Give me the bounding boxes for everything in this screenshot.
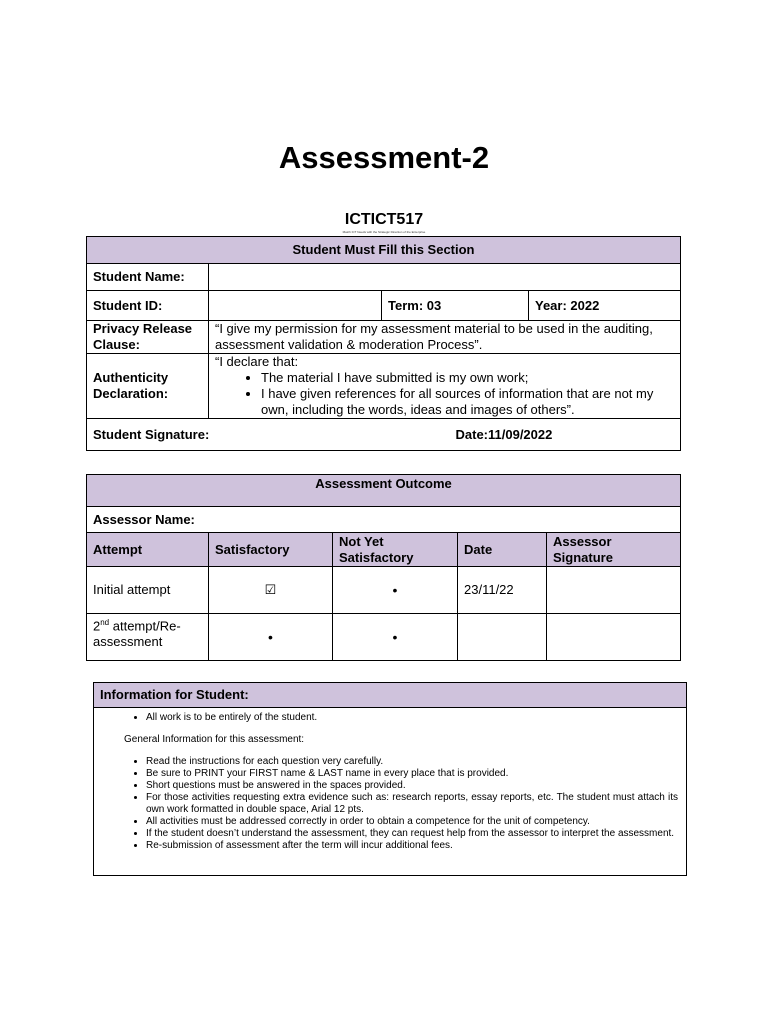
col-not-yet-satisfactory: Not Yet Satisfactory bbox=[333, 533, 458, 567]
student-id-field[interactable] bbox=[209, 291, 382, 321]
unit-code: ICTICT517 bbox=[344, 211, 424, 228]
assessor-signature-cell[interactable] bbox=[547, 614, 681, 661]
privacy-label: Privacy Release Clause: bbox=[87, 321, 209, 354]
assessor-name-label: Assessor Name: bbox=[93, 511, 195, 527]
table-row bbox=[87, 567, 681, 614]
general-info-label: General Information for this assessment: bbox=[124, 734, 305, 745]
signature-row[interactable] bbox=[87, 419, 681, 451]
col-satisfactory: Satisfactory bbox=[209, 533, 333, 567]
assessor-signature-cell[interactable] bbox=[547, 567, 681, 614]
info-header: Information for Student: bbox=[94, 683, 687, 708]
info-item: • All activities must be addressed correctly in order to obtain a competence for the unit of competency. bbox=[146, 816, 678, 828]
signature-label: Student Signature: bbox=[93, 426, 210, 442]
satisfactory-checkbox[interactable]: ☑ bbox=[209, 567, 333, 614]
col-attempt: Attempt bbox=[87, 533, 209, 567]
info-body bbox=[94, 708, 687, 876]
attempt-cell: 2nd attempt/Re-assessment bbox=[87, 614, 209, 661]
not-yet-bullet[interactable]: • bbox=[333, 614, 458, 661]
assessor-name-row[interactable] bbox=[87, 507, 681, 533]
table-row bbox=[87, 614, 681, 661]
attempt-cell: Initial attempt bbox=[87, 567, 209, 614]
term-label: Term: 03 bbox=[382, 291, 529, 321]
submission-date: Date:11/09/2022 bbox=[455, 426, 553, 442]
info-item: • Read the instructions for each question very carefully. bbox=[146, 756, 678, 768]
info-item: • Short questions must be answered in the spaces provided. bbox=[146, 780, 678, 792]
info-item: • For those activities requesting extra evidence such as: research reports, essay reports, etc. The student must attach its own work formatted in double space, Arial 12 pts. bbox=[146, 792, 678, 816]
document-title: Assessment-2 bbox=[278, 140, 490, 175]
info-item: • Re-submission of assessment after the term will incur additional fees. bbox=[146, 840, 678, 852]
authenticity-declaration bbox=[209, 354, 681, 419]
assessment-outcome-table bbox=[86, 474, 681, 661]
outcome-header: Assessment Outcome bbox=[87, 475, 681, 507]
date-cell bbox=[458, 614, 547, 661]
info-item: • If the student doesn’t understand the assessment, they can request help from the assessor to interpret the assessment. bbox=[146, 828, 678, 840]
student-id-label: Student ID: bbox=[87, 291, 209, 321]
not-yet-bullet[interactable]: • bbox=[333, 567, 458, 614]
student-name-field[interactable] bbox=[209, 264, 681, 291]
unit-subtitle: Match ICT Needs with the Strategic Direction of the Enterprise bbox=[342, 230, 426, 234]
declaration-item: • The material I have submitted is my own work; bbox=[261, 370, 674, 386]
student-name-label: Student Name: bbox=[87, 264, 209, 291]
info-item: • All work is to be entirely of the student. bbox=[146, 712, 678, 724]
satisfactory-bullet[interactable]: • bbox=[209, 614, 333, 661]
col-date: Date bbox=[458, 533, 547, 567]
declaration-item: • I have given references for all sources of information that are not my own, including the words, ideas and images of others”. bbox=[261, 386, 674, 418]
date-cell: 23/11/22 bbox=[458, 567, 547, 614]
student-section-header: Student Must Fill this Section bbox=[87, 237, 681, 264]
authenticity-label: Authenticity Declaration: bbox=[87, 354, 209, 419]
col-assessor-signature: Assessor Signature bbox=[547, 533, 681, 567]
student-section-table bbox=[86, 236, 681, 451]
info-item: • Be sure to PRINT your FIRST name & LAST name in every place that is provided. bbox=[146, 768, 678, 780]
info-table bbox=[93, 682, 687, 876]
declare-intro: “I declare that: bbox=[215, 354, 299, 369]
privacy-text: “I give my permission for my assessment material to be used in the auditing, assessment validation & moderation Process”. bbox=[209, 321, 681, 354]
year-label: Year: 2022 bbox=[529, 291, 681, 321]
